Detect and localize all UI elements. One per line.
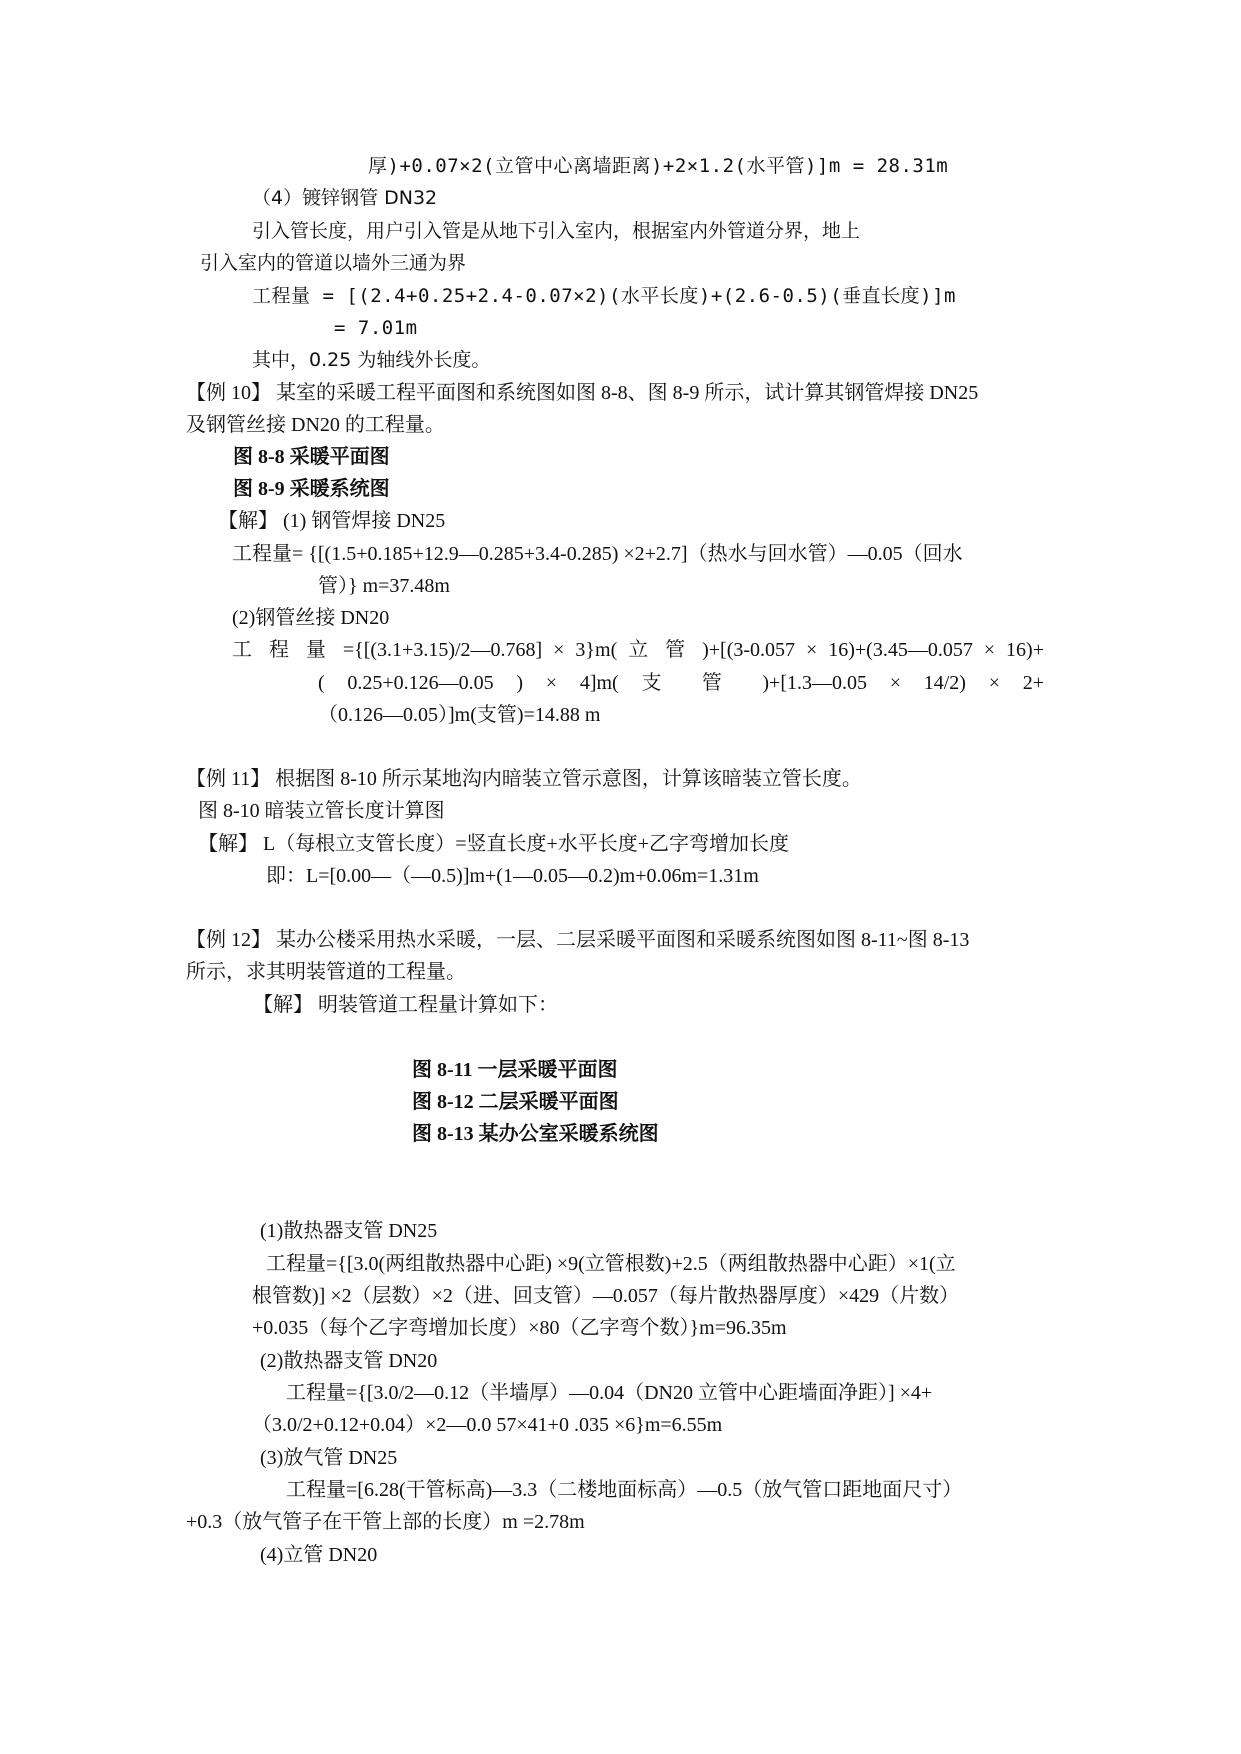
example-12-heading: 【例 12】 某办公楼采用热水采暖，一层、二层采暖平面图和采暖系统图如图 8-11~图 8-13 bbox=[186, 929, 970, 951]
solution-heading: 【解】 L（每根立支管长度）=竖直长度+水平长度+乙字弯增加长度 bbox=[198, 833, 790, 855]
text-line: 根管数)] ×2（层数）×2（进、回支管）—0.057（每片散热器厚度）×429（片数） bbox=[252, 1285, 960, 1307]
text-line: 其中，0.25 为轴线外长度。 bbox=[252, 349, 491, 371]
text-line: 厚)+0.07×2(立管中心离墙距离)+2×1.2(水平管)]m = 28.31m bbox=[368, 155, 949, 177]
text-line: 引入室内的管道以墙外三通为界 bbox=[200, 252, 467, 274]
text-line: 工程量= {[(1.5+0.185+12.9—0.285+3.4-0.285) ×2+2.7]（热水与回水管）—0.05（回水 bbox=[232, 543, 963, 565]
solution-heading: 【解】 明装管道工程量计算如下： bbox=[253, 994, 558, 1016]
figure-caption: 图 8-10 暗装立管长度计算图 bbox=[198, 800, 445, 822]
text-line: (2)钢管丝接 DN20 bbox=[232, 607, 390, 629]
text-line: (1)散热器支管 DN25 bbox=[260, 1220, 438, 1242]
solution-heading: 【解】 (1) 钢管焊接 DN25 bbox=[218, 510, 446, 532]
text-line: 工 程 量 ={[(3.1+3.15)/2—0.768] × 3}m( 立 管 )+[(3-0.057 × 16)+(3.45—0.057 × 16)+ bbox=[232, 639, 1044, 661]
text-line: （3.0/2+0.12+0.04）×2—0.0 57×41+0 .035 ×6}m=6.55m bbox=[252, 1414, 723, 1436]
text-line: 引入管长度，用户引入管是从地下引入室内，根据室内外管道分界，地上 bbox=[252, 220, 861, 242]
text-line: ( 0.25+0.126—0.05 ) × 4]m( 支 管 )+[1.3—0.05 × 14/2) × 2+ bbox=[318, 672, 1044, 694]
figure-caption: 图 8-12 二层采暖平面图 bbox=[412, 1091, 619, 1113]
text-line: （0.126—0.05）]m(支管)=14.88 m bbox=[318, 704, 601, 726]
text-line: +0.3（放气管子在干管上部的长度）m =2.78m bbox=[186, 1511, 585, 1533]
text-line: 所示，求其明装管道的工程量。 bbox=[186, 961, 466, 983]
text-line: (4)立管 DN20 bbox=[260, 1544, 378, 1566]
figure-caption: 图 8-11 一层采暖平面图 bbox=[412, 1059, 618, 1081]
text-line: 工程量=[6.28(干管标高)—3.3（二楼地面标高）—0.5（放气管口距地面尺寸） bbox=[286, 1479, 963, 1501]
text-line: （4）镀锌钢管 DN32 bbox=[252, 187, 438, 209]
figure-caption: 图 8-13 某办公室采暖系统图 bbox=[412, 1123, 659, 1145]
text-line: 工程量={[3.0/2—0.12（半墙厚）—0.04（DN20 立管中心距墙面净距）] ×4+ bbox=[286, 1382, 933, 1404]
text-line: (3)放气管 DN25 bbox=[260, 1447, 398, 1469]
text-line: = 7.01m bbox=[334, 317, 418, 339]
text-line: +0.035（每个乙字弯增加长度）×80（乙字弯个数）}m=96.35m bbox=[252, 1317, 787, 1339]
text-line: 及钢管丝接 DN20 的工程量。 bbox=[186, 414, 445, 436]
text-line: 管）} m=37.48m bbox=[318, 575, 450, 597]
text-line: 工程量={[3.0(两组散热器中心距) ×9(立管根数)+2.5（两组散热器中心距）×1(立 bbox=[266, 1253, 956, 1275]
example-11-heading: 【例 11】 根据图 8-10 所示某地沟内暗装立管示意图，计算该暗装立管长度。 bbox=[186, 768, 862, 790]
example-10-heading: 【例 10】 某室的采暖工程平面图和系统图如图 8-8、图 8-9 所示，试计算其钢管焊接 DN25 bbox=[186, 382, 979, 404]
text-line: 即：L=[0.00—（—0.5)]m+(1—0.05—0.2)m+0.06m=1.31m bbox=[266, 865, 759, 887]
text-line: (2)散热器支管 DN20 bbox=[260, 1350, 438, 1372]
figure-caption: 图 8-8 采暖平面图 bbox=[233, 446, 390, 468]
figure-caption: 图 8-9 采暖系统图 bbox=[233, 478, 390, 500]
text-line: 工程量 = [(2.4+0.25+2.4-0.07×2)(水平长度)+(2.6-0.5)(垂直长度)]m bbox=[252, 285, 956, 307]
